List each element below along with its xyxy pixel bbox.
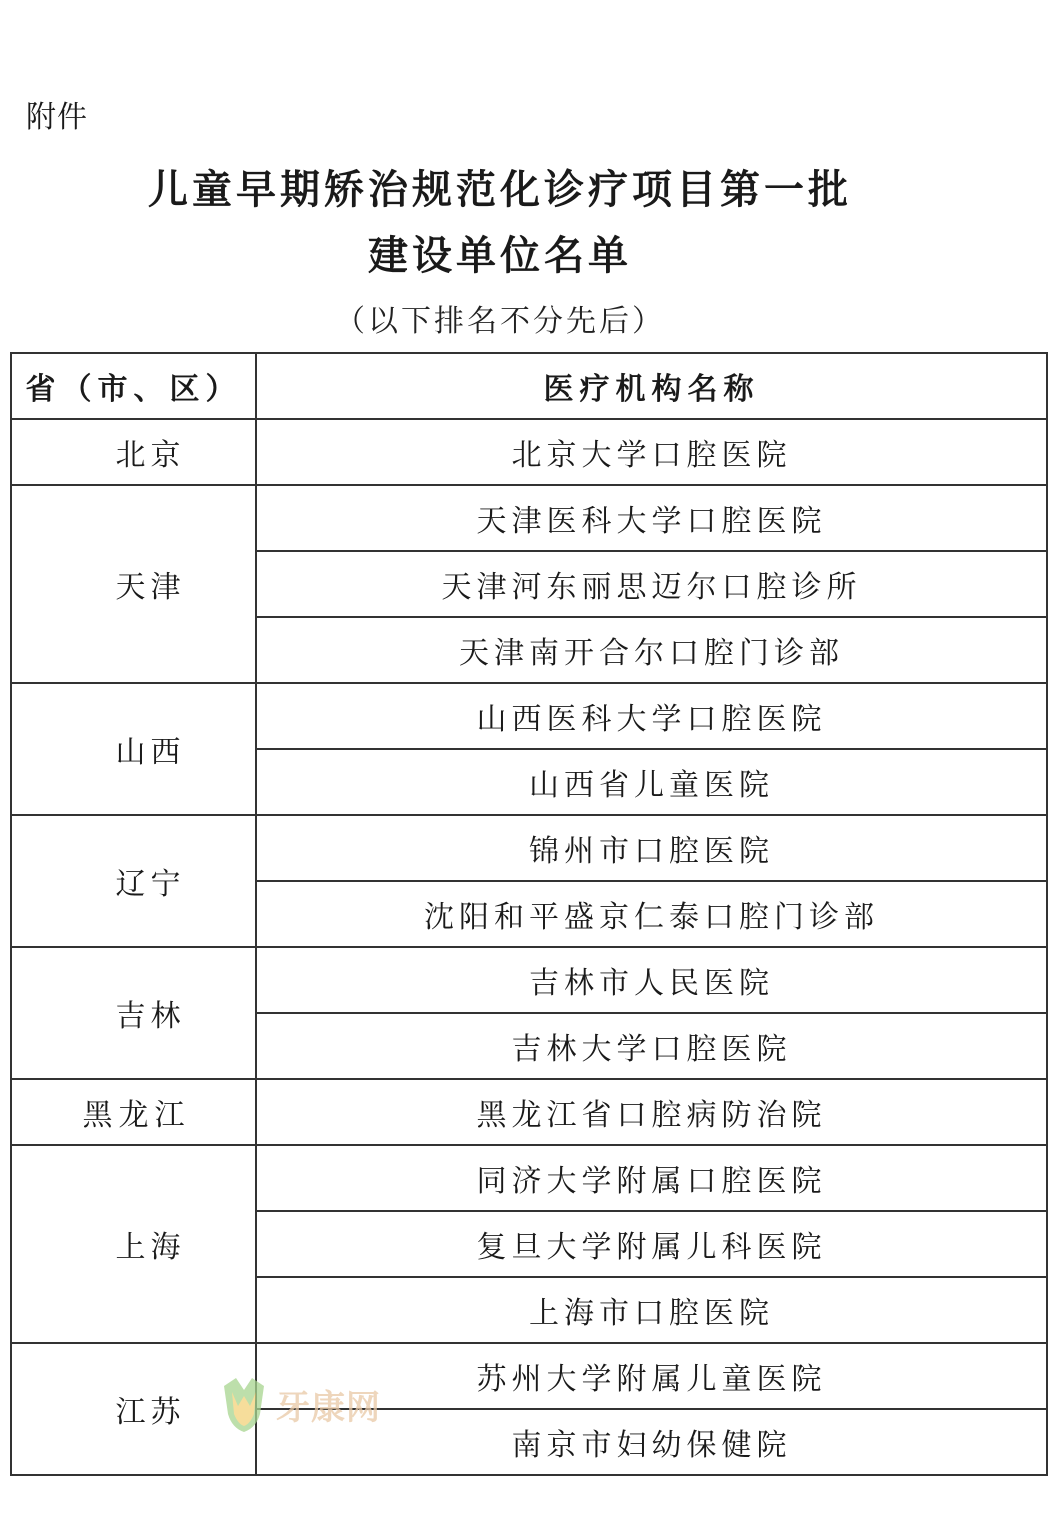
institution-cell: 天津南开合尔口腔门诊部 [256, 617, 1047, 683]
institution-cell: 同济大学附属口腔医院 [256, 1145, 1047, 1211]
province-cell: 上海 [11, 1145, 256, 1343]
institution-cell: 吉林大学口腔医院 [256, 1013, 1047, 1079]
province-cell: 山西 [11, 683, 256, 815]
institution-cell: 沈阳和平盛京仁泰口腔门诊部 [256, 881, 1047, 947]
table-row [11, 815, 1047, 881]
table-row [11, 419, 1047, 485]
province-cell: 天津 [11, 485, 256, 683]
institution-cell: 复旦大学附属儿科医院 [256, 1211, 1047, 1277]
institution-cell: 天津河东丽思迈尔口腔诊所 [256, 551, 1047, 617]
institution-cell: 南京市妇幼保健院 [256, 1409, 1047, 1475]
document-title-line1: 儿童早期矫治规范化诊疗项目第一批 [148, 167, 852, 213]
province-cell: 北京 [11, 419, 256, 485]
institution-column-header: 医疗机构名称 [256, 353, 1047, 419]
institution-cell: 天津医科大学口腔医院 [256, 485, 1047, 551]
institution-cell: 上海市口腔医院 [256, 1277, 1047, 1343]
institution-cell: 锦州市口腔医院 [256, 815, 1047, 881]
table-row [11, 947, 1047, 1013]
province-cell: 吉林 [11, 947, 256, 1079]
institution-cell: 吉林市人民医院 [256, 947, 1047, 1013]
province-cell: 黑龙江 [11, 1079, 256, 1145]
institution-cell: 山西医科大学口腔医院 [256, 683, 1047, 749]
watermark-text: 牙康网 [276, 1387, 381, 1428]
table-row [11, 683, 1047, 749]
document-title-line2: 建设单位名单 [368, 233, 632, 279]
province-cell: 江苏 [11, 1343, 256, 1475]
document-subtitle: （以下排名不分先后） [335, 304, 665, 339]
tooth-m-logo-icon [218, 1374, 270, 1434]
province-column-header: 省（市、区） [11, 353, 256, 419]
table-body [11, 419, 1047, 1475]
table-row [11, 1343, 1047, 1409]
table-header-row [11, 353, 1047, 419]
institution-cell: 北京大学口腔医院 [256, 419, 1047, 485]
province-cell: 辽宁 [11, 815, 256, 947]
table-row [11, 485, 1047, 551]
institution-cell: 山西省儿童医院 [256, 749, 1047, 815]
institution-cell: 黑龙江省口腔病防治院 [256, 1079, 1047, 1145]
watermark [218, 1374, 381, 1434]
institution-cell: 苏州大学附属儿童医院 [256, 1343, 1047, 1409]
table-row [11, 1145, 1047, 1211]
attachment-label: 附件 [26, 100, 88, 135]
institution-table [10, 352, 1048, 1476]
table-row [11, 1079, 1047, 1145]
